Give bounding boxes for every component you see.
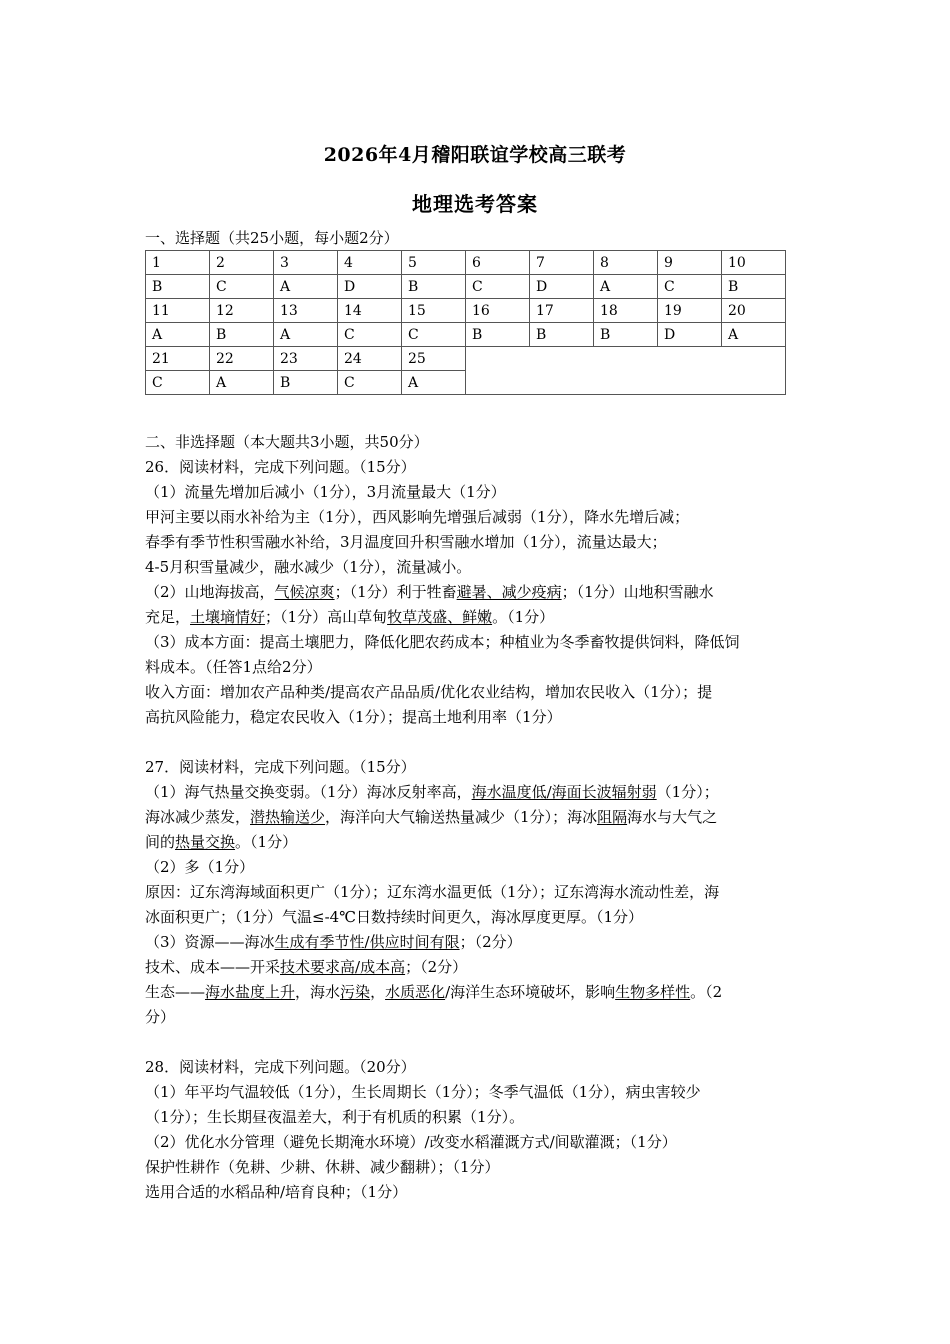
table-cell: B <box>274 371 338 395</box>
table-cell: 5 <box>402 251 466 275</box>
table-cell: 25 <box>402 347 466 371</box>
text-span: 。（2 <box>690 983 723 1001</box>
table-cell: C <box>466 275 530 299</box>
table-cell: A <box>274 275 338 299</box>
table-cell: 24 <box>338 347 402 371</box>
table-cell: C <box>338 371 402 395</box>
text-span: ， <box>370 983 386 1001</box>
q27-line <box>145 832 297 852</box>
table-cell: 12 <box>210 299 274 323</box>
text-span: /海洋生态环境破坏，影响 <box>445 983 616 1001</box>
table-cell: C <box>210 275 274 299</box>
table-cell: 9 <box>658 251 722 275</box>
table-cell: B <box>146 275 210 299</box>
underlined-key-point: 生物多样性 <box>615 983 691 1001</box>
q26-line: 高抗风险能力，稳定农民收入（1分）；提高土地利用率（1分） <box>145 708 562 726</box>
q27-line <box>145 807 717 827</box>
q27-line: 分） <box>145 1008 176 1026</box>
table-cell: 21 <box>146 347 210 371</box>
table-cell: 11 <box>146 299 210 323</box>
text-span: （1）海气热量交换变弱。（1分）海冰反射率高， <box>145 783 472 801</box>
table-row <box>146 251 786 275</box>
text-span: 海冰减少蒸发， <box>145 808 251 826</box>
table-cell: 13 <box>274 299 338 323</box>
table-cell: 10 <box>722 251 786 275</box>
table-cell: D <box>530 275 594 299</box>
table-cell: 18 <box>594 299 658 323</box>
text-span: ；（2分） <box>405 958 468 976</box>
underlined-key-point: 土壤墒情好 <box>190 608 266 626</box>
section-1-heading: 一、选择题（共25小题，每小题2分） <box>145 229 399 247</box>
q28-line: （1）年平均气温较低（1分），生长周期长（1分）；冬季气温低（1分），病虫害较少 <box>145 1083 701 1101</box>
table-cell: 15 <box>402 299 466 323</box>
underlined-key-point: 水质恶化 <box>385 983 446 1001</box>
table-cell: A <box>402 371 466 395</box>
text-span: 生态—— <box>145 983 206 1001</box>
q26-line: （3）成本方面：提高土壤肥力，降低化肥农药成本；种植业为冬季畜牧提供饲料，降低饲 <box>145 633 740 651</box>
empty-cell <box>466 347 786 395</box>
table-cell: 4 <box>338 251 402 275</box>
table-cell: 14 <box>338 299 402 323</box>
q28-line: （1分）；生长期昼夜温差大，利于有机质的积累（1分）。 <box>145 1108 525 1126</box>
table-row <box>146 323 786 347</box>
q26-line <box>145 582 714 602</box>
table-cell: 1 <box>146 251 210 275</box>
q26-line: 春季有季节性积雪融水补给，3月温度回升积雪融水增加（1分），流量达最大； <box>145 533 667 551</box>
table-cell: C <box>338 323 402 347</box>
text-span: ；（1分）高山草甸 <box>265 608 388 626</box>
underlined-key-point: 海水温度低/海面长波辐射弱 <box>471 783 657 801</box>
q26-line: 收入方面：增加农产品种类/提高农产品品质/优化农业结构，增加农民收入（1分）；提 <box>145 683 713 701</box>
text-span: ；（2分） <box>459 933 522 951</box>
table-cell: A <box>594 275 658 299</box>
page-title: 2026年4月稽阳联谊学校高三联考 <box>323 144 627 166</box>
section-2-heading: 二、非选择题（本大题共3小题，共50分） <box>145 433 429 451</box>
table-cell: B <box>594 323 658 347</box>
table-cell: 19 <box>658 299 722 323</box>
underlined-key-point: 避暑、减少疫病 <box>456 583 562 601</box>
q26-line <box>145 607 554 627</box>
q28-heading: 28．阅读材料，完成下列问题。（20分） <box>145 1058 416 1076</box>
text-span: 间的 <box>145 833 176 851</box>
q27-line <box>145 957 467 977</box>
underlined-key-point: 潜热输送少 <box>250 808 326 826</box>
table-cell: 6 <box>466 251 530 275</box>
q28-line: 选用合适的水稻品种/培育良种；（1分） <box>145 1183 408 1201</box>
table-cell: 2 <box>210 251 274 275</box>
q28-line: （2）优化水分管理（避免长期淹水环境）/改变水稻灌溉方式/间歇灌溉；（1分） <box>145 1133 677 1151</box>
table-cell: 17 <box>530 299 594 323</box>
text-span: （3）资源——海冰 <box>145 933 275 951</box>
table-row <box>146 299 786 323</box>
q27-line: 原因：辽东湾海域面积更广（1分）；辽东湾水温更低（1分）；辽东湾海水流动性差，海 <box>145 883 720 901</box>
text-span: （1分）； <box>656 783 719 801</box>
q27-line: 冰面积更广；（1分）气温≤-4℃日数持续时间更久，海冰厚度更厚。（1分） <box>145 908 644 926</box>
underlined-key-point: 牧草茂盛、鲜嫩 <box>387 608 493 626</box>
table-cell: A <box>274 323 338 347</box>
text-span: 技术、成本——开采 <box>145 958 281 976</box>
table-cell: 16 <box>466 299 530 323</box>
underlined-key-point: 气候凉爽 <box>274 583 335 601</box>
q26-line: 4-5月积雪量减少，融水减少（1分），流量减小。 <box>145 558 472 576</box>
table-cell: A <box>210 371 274 395</box>
table-cell: B <box>466 323 530 347</box>
q26-heading: 26．阅读材料，完成下列问题。（15分） <box>145 458 416 476</box>
table-cell: 22 <box>210 347 274 371</box>
table-cell: A <box>146 323 210 347</box>
underlined-key-point: 热量交换 <box>175 833 236 851</box>
table-cell: 7 <box>530 251 594 275</box>
answer-table <box>145 250 786 395</box>
underlined-key-point: 污染 <box>340 983 371 1001</box>
table-cell: D <box>338 275 402 299</box>
q27-line <box>145 932 522 952</box>
table-cell: B <box>722 275 786 299</box>
underlined-key-point: 阻隔 <box>597 808 628 826</box>
text-span: ；（1分）山地积雪融水 <box>561 583 714 601</box>
table-row <box>146 347 786 371</box>
q27-line: （2）多（1分） <box>145 858 255 876</box>
table-row <box>146 275 786 299</box>
table-cell: B <box>210 323 274 347</box>
text-span: （2）山地海拔高， <box>145 583 275 601</box>
table-cell: A <box>722 323 786 347</box>
q28-line: 保护性耕作（免耕、少耕、休耕、减少翻耕）；（1分） <box>145 1158 500 1176</box>
table-cell: C <box>146 371 210 395</box>
q27-line <box>145 982 722 1002</box>
text-span: 海水与大气之 <box>627 808 718 826</box>
q26-line: 甲河主要以雨水补给为主（1分），西风影响先增强后减弱（1分），降水先增后减； <box>145 508 690 526</box>
table-cell: C <box>658 275 722 299</box>
table-cell: 3 <box>274 251 338 275</box>
table-cell: 8 <box>594 251 658 275</box>
underlined-key-point: 技术要求高/成本高 <box>280 958 406 976</box>
table-cell: B <box>402 275 466 299</box>
text-span: ；（1分）利于牲畜 <box>334 583 457 601</box>
text-span: 。（1分） <box>492 608 555 626</box>
table-cell: 23 <box>274 347 338 371</box>
text-span: 。（1分） <box>235 833 298 851</box>
table-cell: B <box>530 323 594 347</box>
page-subtitle: 地理选考答案 <box>412 192 538 216</box>
table-cell: C <box>402 323 466 347</box>
underlined-key-point: 生成有季节性/供应时间有限 <box>274 933 460 951</box>
q27-line <box>145 782 719 802</box>
underlined-key-point: 海水盐度上升 <box>205 983 296 1001</box>
q26-line: 料成本。（任答1点给2分） <box>145 658 322 676</box>
q26-line: （1）流量先增加后减小（1分），3月流量最大（1分） <box>145 483 506 501</box>
table-cell: 20 <box>722 299 786 323</box>
text-span: 充足， <box>145 608 191 626</box>
text-span: ，海洋向大气输送热量减少（1分）；海冰 <box>325 808 598 826</box>
table-cell: D <box>658 323 722 347</box>
text-span: ，海水 <box>295 983 341 1001</box>
q27-heading: 27．阅读材料，完成下列问题。（15分） <box>145 758 416 776</box>
